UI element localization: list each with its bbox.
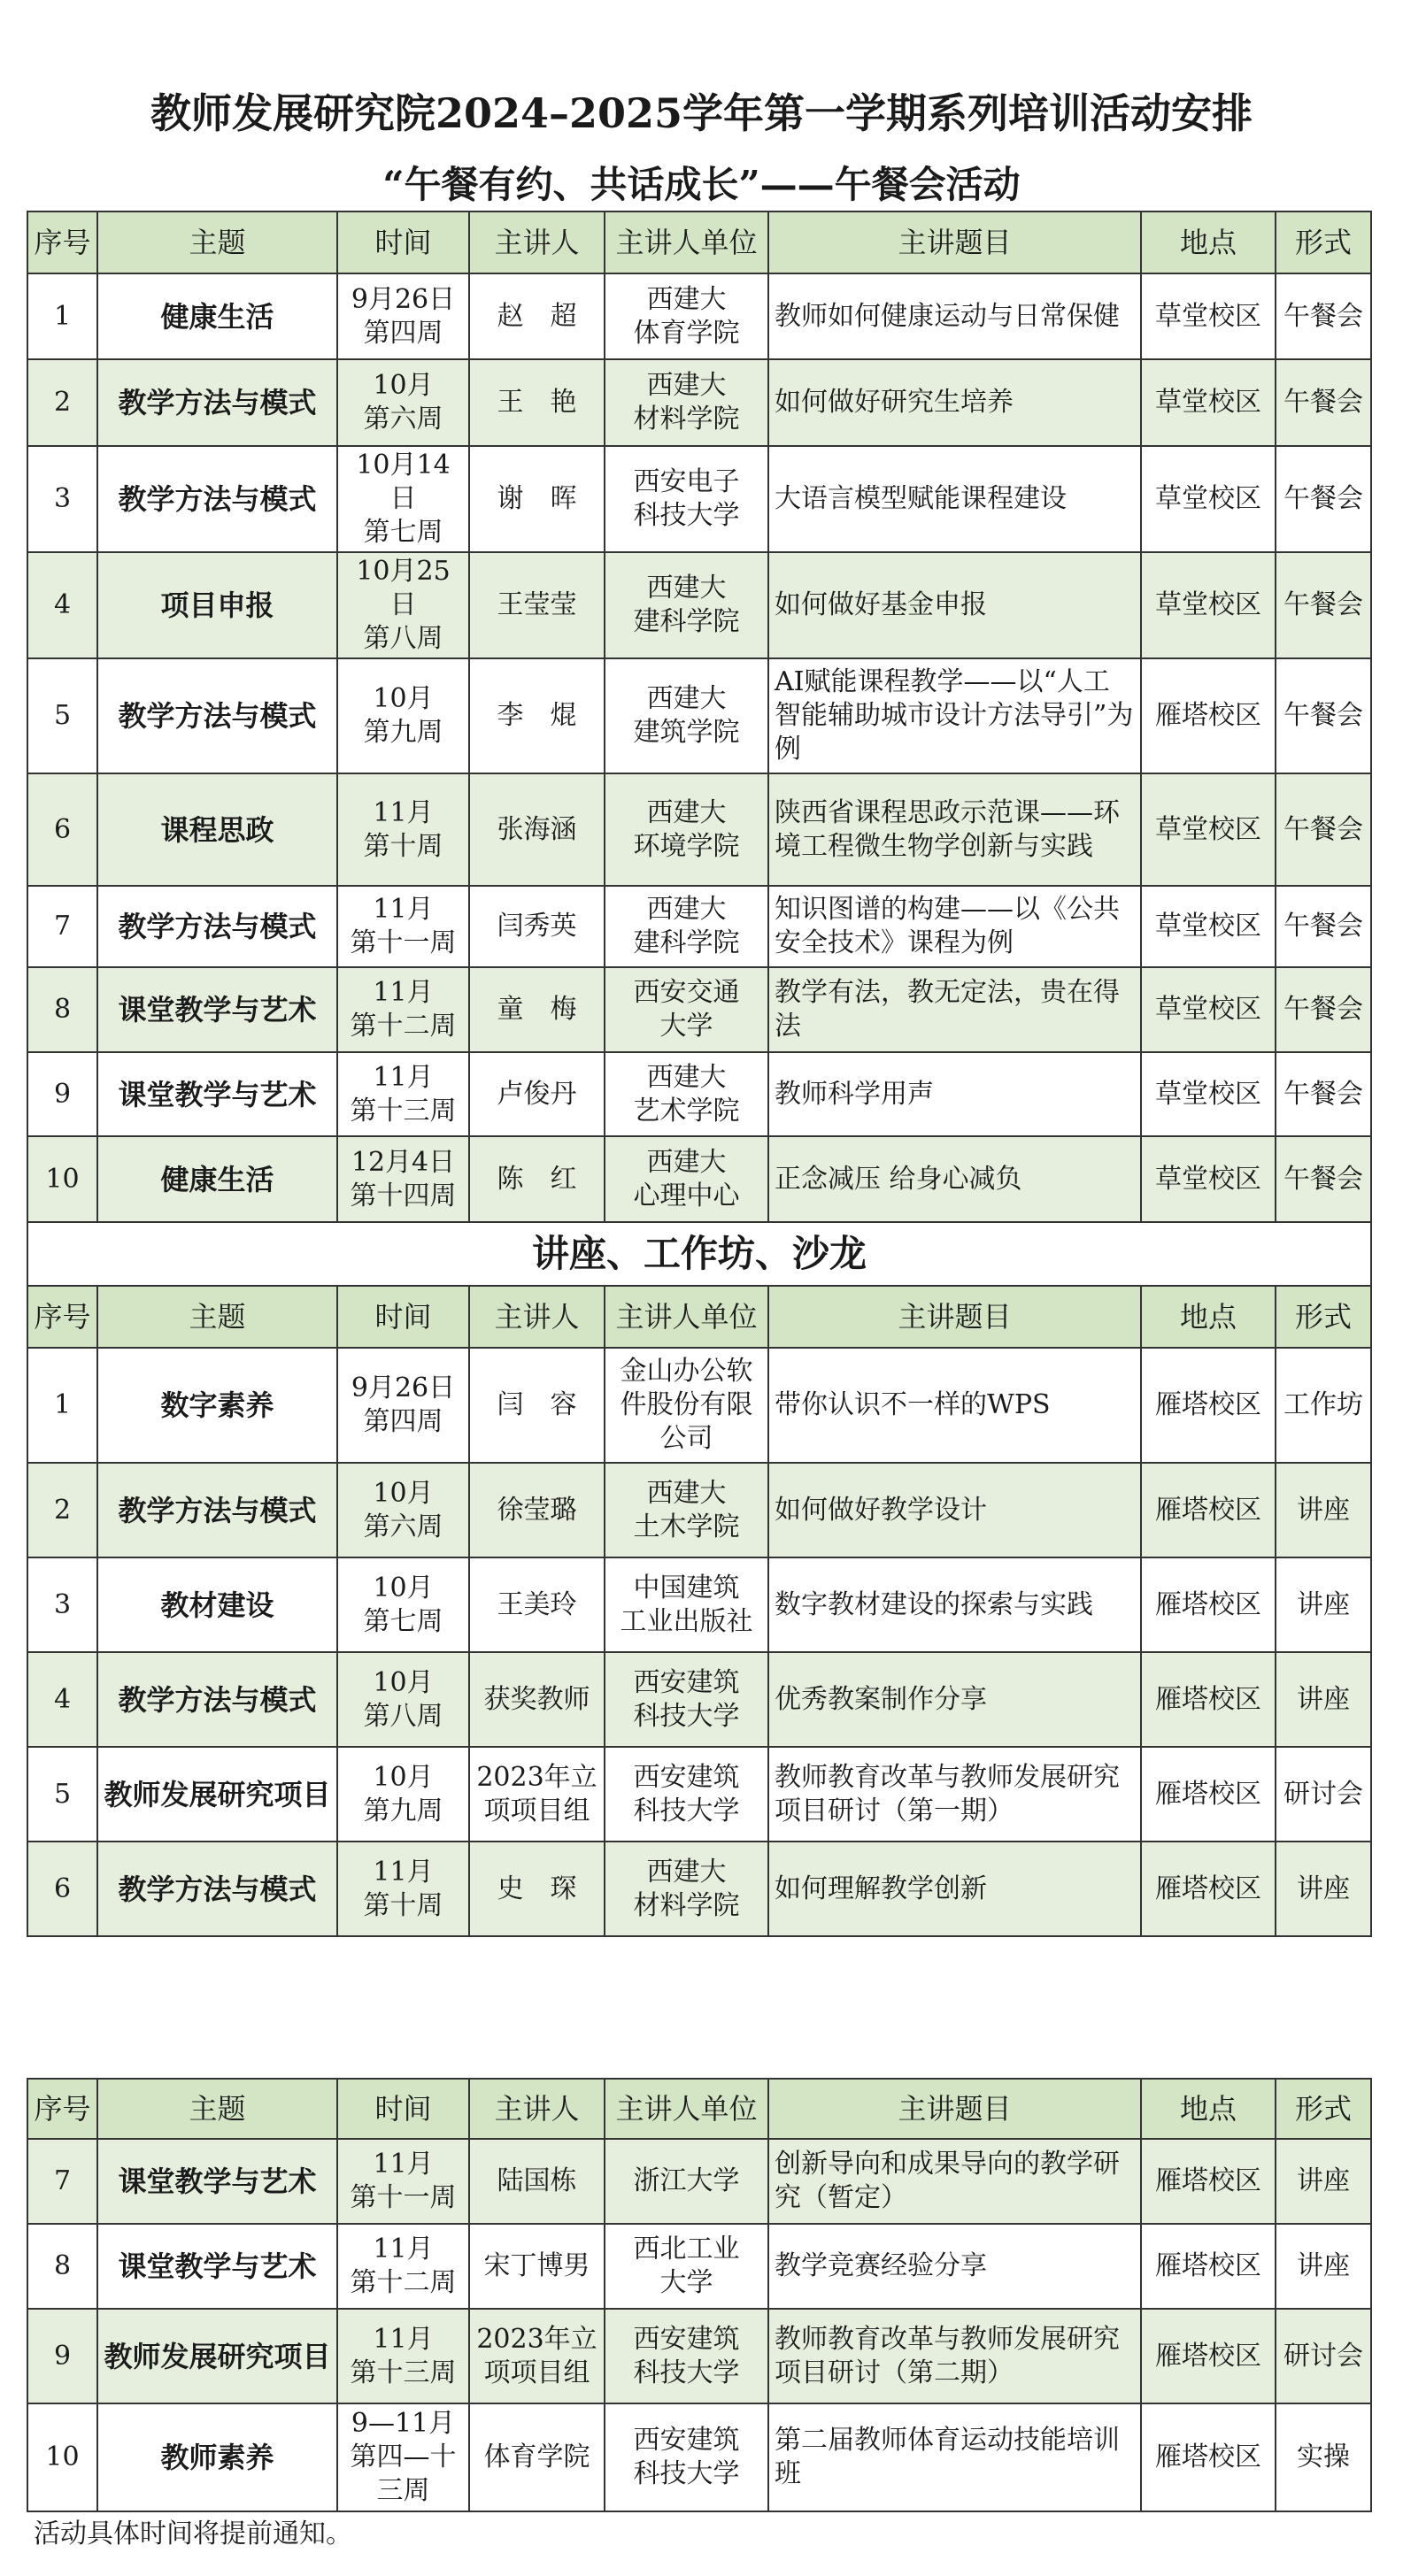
cell-format: 讲座: [1276, 1463, 1371, 1557]
cell-time: 10月 第九周: [337, 658, 469, 773]
cell-topic: 数字素养: [97, 1348, 337, 1463]
cell-time: 9月26日 第四周: [337, 1348, 469, 1463]
cell-time: 11月 第十二周: [337, 967, 469, 1052]
header-speaker: 主讲人: [469, 2079, 605, 2139]
cell-format: 午餐会: [1276, 446, 1371, 552]
cell-format: 午餐会: [1276, 1136, 1371, 1222]
table-row: [27, 1463, 1371, 1557]
cell-speaker: 2023年立项项目组: [469, 1747, 605, 1842]
cell-no: 5: [27, 1747, 97, 1842]
cell-no: 8: [27, 2224, 97, 2309]
header-speaker: 主讲人: [469, 1286, 605, 1348]
cell-time: 10月 第八周: [337, 1652, 469, 1747]
header-unit: 主讲人单位: [605, 2079, 768, 2139]
cell-format: 午餐会: [1276, 359, 1371, 446]
cell-location: 雁塔校区: [1141, 1348, 1276, 1463]
table-row: [27, 886, 1371, 967]
cell-format: 讲座: [1276, 1652, 1371, 1747]
cell-speaker: 宋丁博男: [469, 2224, 605, 2309]
cell-no: 1: [27, 1348, 97, 1463]
cell-topic: 教学方法与模式: [97, 359, 337, 446]
cell-format: 工作坊: [1276, 1348, 1371, 1463]
cell-unit: 西建大 建筑学院: [605, 658, 768, 773]
section-title: 讲座、工作坊、沙龙: [27, 1222, 1371, 1286]
cell-lecture: 教师科学用声: [768, 1052, 1141, 1136]
cell-no: 7: [27, 2139, 97, 2224]
cell-location: 雁塔校区: [1141, 1652, 1276, 1747]
cell-speaker: 徐莹璐: [469, 1463, 605, 1557]
header-unit: 主讲人单位: [605, 211, 768, 273]
table-row: [27, 446, 1371, 552]
cell-no: 4: [27, 1652, 97, 1747]
table-row: [27, 1136, 1371, 1222]
cell-lecture: 正念减压 给身心减负: [768, 1136, 1141, 1222]
cell-no: 9: [27, 1052, 97, 1136]
cell-time: 11月 第十二周: [337, 2224, 469, 2309]
cell-unit: 西北工业 大学: [605, 2224, 768, 2309]
table-row: [27, 658, 1371, 773]
cell-speaker: 陈 红: [469, 1136, 605, 1222]
cell-location: 草堂校区: [1141, 1052, 1276, 1136]
cell-time: 10月14日 第七周: [337, 446, 469, 552]
cell-format: 研讨会: [1276, 2309, 1371, 2403]
header-lecture: 主讲题目: [768, 2079, 1141, 2139]
cell-topic: 教学方法与模式: [97, 1842, 337, 1936]
table-row: [27, 1052, 1371, 1136]
cell-topic: 健康生活: [97, 273, 337, 359]
cell-format: 讲座: [1276, 2139, 1371, 2224]
cell-unit: 浙江大学: [605, 2139, 768, 2224]
cell-unit: 金山办公软件股份有限公司: [605, 1348, 768, 1463]
table-row: [27, 2403, 1371, 2511]
cell-speaker: 体育学院: [469, 2403, 605, 2511]
header-lecture: 主讲题目: [768, 1286, 1141, 1348]
cell-location: 雁塔校区: [1141, 1842, 1276, 1936]
cell-no: 2: [27, 359, 97, 446]
table-row: [27, 1348, 1371, 1463]
cell-speaker: 2023年立项项目组: [469, 2309, 605, 2403]
schedule-table-2: [27, 2078, 1372, 2512]
cell-lecture: 大语言模型赋能课程建设: [768, 446, 1141, 552]
header-location: 地点: [1141, 211, 1276, 273]
table-row: [27, 2224, 1371, 2309]
cell-lecture: 创新导向和成果导向的教学研究（暂定）: [768, 2139, 1141, 2224]
cell-no: 3: [27, 1557, 97, 1652]
cell-location: 雁塔校区: [1141, 658, 1276, 773]
cell-location: 草堂校区: [1141, 273, 1276, 359]
cell-unit: 西建大 建科学院: [605, 552, 768, 658]
cell-location: 草堂校区: [1141, 359, 1276, 446]
header-format: 形式: [1276, 2079, 1371, 2139]
header-unit: 主讲人单位: [605, 1286, 768, 1348]
cell-unit: 中国建筑 工业出版社: [605, 1557, 768, 1652]
cell-time: 10月 第六周: [337, 359, 469, 446]
table-header-row: [27, 1286, 1371, 1348]
cell-topic: 课堂教学与艺术: [97, 2139, 337, 2224]
cell-topic: 课堂教学与艺术: [97, 1052, 337, 1136]
cell-location: 雁塔校区: [1141, 1747, 1276, 1842]
cell-no: 4: [27, 552, 97, 658]
cell-unit: 西安建筑 科技大学: [605, 2403, 768, 2511]
header-topic: 主题: [97, 2079, 337, 2139]
header-location: 地点: [1141, 2079, 1276, 2139]
cell-lecture: 如何做好教学设计: [768, 1463, 1141, 1557]
cell-topic: 健康生活: [97, 1136, 337, 1222]
cell-time: 9—11月 第四—十三周: [337, 2403, 469, 2511]
cell-speaker: 史 琛: [469, 1842, 605, 1936]
page-subtitle: “午餐有约、共话成长”——午餐会活动: [382, 163, 1021, 206]
cell-topic: 教学方法与模式: [97, 446, 337, 552]
cell-speaker: 王莹莹: [469, 552, 605, 658]
cell-topic: 教学方法与模式: [97, 658, 337, 773]
table-row: [27, 773, 1371, 886]
cell-location: 雁塔校区: [1141, 2224, 1276, 2309]
cell-time: 11月 第十周: [337, 1842, 469, 1936]
table-row: [27, 2139, 1371, 2224]
cell-unit: 西建大 材料学院: [605, 359, 768, 446]
cell-time: 10月25日 第八周: [337, 552, 469, 658]
cell-format: 实操: [1276, 2403, 1371, 2511]
cell-lecture: 如何做好研究生培养: [768, 359, 1141, 446]
cell-no: 6: [27, 773, 97, 886]
cell-lecture: 教师教育改革与教师发展研究项目研讨（第二期）: [768, 2309, 1141, 2403]
table-row: [27, 1652, 1371, 1747]
cell-time: 11月 第十三周: [337, 1052, 469, 1136]
cell-lecture: 带你认识不一样的WPS: [768, 1348, 1141, 1463]
cell-unit: 西建大 土木学院: [605, 1463, 768, 1557]
cell-format: 研讨会: [1276, 1747, 1371, 1842]
table-row: [27, 552, 1371, 658]
header-time: 时间: [337, 1286, 469, 1348]
cell-lecture: 优秀教案制作分享: [768, 1652, 1141, 1747]
cell-lecture: 第二届教师体育运动技能培训班: [768, 2403, 1141, 2511]
cell-lecture: 教师教育改革与教师发展研究项目研讨（第一期）: [768, 1747, 1141, 1842]
cell-location: 雁塔校区: [1141, 2309, 1276, 2403]
cell-no: 7: [27, 886, 97, 967]
header-time: 时间: [337, 211, 469, 273]
table-row: [27, 967, 1371, 1052]
cell-no: 2: [27, 1463, 97, 1557]
table-row: [27, 1842, 1371, 1936]
cell-no: 9: [27, 2309, 97, 2403]
schedule-table-1: [27, 211, 1372, 1937]
table-header-row: [27, 211, 1371, 273]
table-row: [27, 359, 1371, 446]
cell-location: 雁塔校区: [1141, 1557, 1276, 1652]
cell-no: 1: [27, 273, 97, 359]
cell-unit: 西建大 心理中心: [605, 1136, 768, 1222]
cell-time: 12月4日 第十四周: [337, 1136, 469, 1222]
cell-unit: 西安建筑 科技大学: [605, 2309, 768, 2403]
header-format: 形式: [1276, 211, 1371, 273]
cell-lecture: 教学竞赛经验分享: [768, 2224, 1141, 2309]
cell-lecture: 陕西省课程思政示范课——环境工程微生物学创新与实践: [768, 773, 1141, 886]
cell-speaker: 卢俊丹: [469, 1052, 605, 1136]
cell-lecture: AI赋能课程教学——以“人工智能辅助城市设计方法导引”为例: [768, 658, 1141, 773]
cell-topic: 教学方法与模式: [97, 886, 337, 967]
cell-time: 10月 第六周: [337, 1463, 469, 1557]
cell-time: 10月 第七周: [337, 1557, 469, 1652]
cell-topic: 课程思政: [97, 773, 337, 886]
cell-location: 草堂校区: [1141, 446, 1276, 552]
cell-location: 雁塔校区: [1141, 2403, 1276, 2511]
cell-topic: 教学方法与模式: [97, 1463, 337, 1557]
cell-lecture: 如何理解教学创新: [768, 1842, 1141, 1936]
cell-topic: 课堂教学与艺术: [97, 967, 337, 1052]
cell-speaker: 闫秀英: [469, 886, 605, 967]
cell-format: 讲座: [1276, 2224, 1371, 2309]
cell-time: 11月 第十周: [337, 773, 469, 886]
cell-location: 草堂校区: [1141, 1136, 1276, 1222]
cell-time: 11月 第十一周: [337, 886, 469, 967]
cell-speaker: 张海涵: [469, 773, 605, 886]
cell-time: 11月 第十三周: [337, 2309, 469, 2403]
cell-no: 5: [27, 658, 97, 773]
cell-topic: 教材建设: [97, 1557, 337, 1652]
header-no: 序号: [27, 211, 97, 273]
cell-format: 午餐会: [1276, 773, 1371, 886]
cell-format: 午餐会: [1276, 1052, 1371, 1136]
cell-no: 8: [27, 967, 97, 1052]
cell-format: 午餐会: [1276, 552, 1371, 658]
cell-topic: 项目申报: [97, 552, 337, 658]
cell-speaker: 获奖教师: [469, 1652, 605, 1747]
cell-format: 讲座: [1276, 1842, 1371, 1936]
cell-format: 午餐会: [1276, 886, 1371, 967]
cell-speaker: 闫 容: [469, 1348, 605, 1463]
cell-topic: 教师发展研究项目: [97, 2309, 337, 2403]
cell-no: 10: [27, 2403, 97, 2511]
cell-unit: 西建大 环境学院: [605, 773, 768, 886]
cell-unit: 西安建筑 科技大学: [605, 1747, 768, 1842]
header-format: 形式: [1276, 1286, 1371, 1348]
table-row: [27, 1557, 1371, 1652]
cell-location: 雁塔校区: [1141, 1463, 1276, 1557]
cell-location: 雁塔校区: [1141, 2139, 1276, 2224]
cell-location: 草堂校区: [1141, 967, 1276, 1052]
cell-location: 草堂校区: [1141, 886, 1276, 967]
cell-speaker: 王美玲: [469, 1557, 605, 1652]
header-location: 地点: [1141, 1286, 1276, 1348]
header-no: 序号: [27, 1286, 97, 1348]
header-topic: 主题: [97, 211, 337, 273]
cell-speaker: 赵 超: [469, 273, 605, 359]
cell-lecture: 教学有法，教无定法，贵在得法: [768, 967, 1141, 1052]
header-no: 序号: [27, 2079, 97, 2139]
cell-time: 11月 第十一周: [337, 2139, 469, 2224]
cell-speaker: 李 焜: [469, 658, 605, 773]
cell-location: 草堂校区: [1141, 773, 1276, 886]
cell-speaker: 谢 晖: [469, 446, 605, 552]
cell-unit: 西安交通 大学: [605, 967, 768, 1052]
table-row: [27, 273, 1371, 359]
footnote: 活动具体时间将提前通知。: [34, 2518, 352, 2549]
header-time: 时间: [337, 2079, 469, 2139]
cell-no: 6: [27, 1842, 97, 1936]
cell-topic: 教学方法与模式: [97, 1652, 337, 1747]
section-row: [27, 1222, 1371, 1286]
cell-topic: 课堂教学与艺术: [97, 2224, 337, 2309]
cell-speaker: 王 艳: [469, 359, 605, 446]
cell-location: 草堂校区: [1141, 552, 1276, 658]
cell-time: 9月26日 第四周: [337, 273, 469, 359]
header-lecture: 主讲题目: [768, 211, 1141, 273]
header-speaker: 主讲人: [469, 211, 605, 273]
cell-time: 10月 第九周: [337, 1747, 469, 1842]
cell-unit: 西安建筑 科技大学: [605, 1652, 768, 1747]
cell-lecture: 教师如何健康运动与日常保健: [768, 273, 1141, 359]
page-title: 教师发展研究院2024–2025学年第一学期系列培训活动安排: [150, 89, 1253, 137]
table-header-row: [27, 2079, 1371, 2139]
cell-format: 讲座: [1276, 1557, 1371, 1652]
cell-unit: 西建大 体育学院: [605, 273, 768, 359]
cell-unit: 西建大 艺术学院: [605, 1052, 768, 1136]
table-row: [27, 2309, 1371, 2403]
cell-no: 10: [27, 1136, 97, 1222]
cell-lecture: 数字教材建设的探索与实践: [768, 1557, 1141, 1652]
cell-topic: 教师素养: [97, 2403, 337, 2511]
header-topic: 主题: [97, 1286, 337, 1348]
cell-speaker: 陆国栋: [469, 2139, 605, 2224]
cell-lecture: 知识图谱的构建——以《公共安全技术》课程为例: [768, 886, 1141, 967]
cell-format: 午餐会: [1276, 967, 1371, 1052]
table-row: [27, 1747, 1371, 1842]
cell-format: 午餐会: [1276, 273, 1371, 359]
cell-unit: 西安电子 科技大学: [605, 446, 768, 552]
cell-no: 3: [27, 446, 97, 552]
cell-format: 午餐会: [1276, 658, 1371, 773]
cell-lecture: 如何做好基金申报: [768, 552, 1141, 658]
cell-unit: 西建大 建科学院: [605, 886, 768, 967]
cell-unit: 西建大 材料学院: [605, 1842, 768, 1936]
cell-speaker: 童 梅: [469, 967, 605, 1052]
cell-topic: 教师发展研究项目: [97, 1747, 337, 1842]
